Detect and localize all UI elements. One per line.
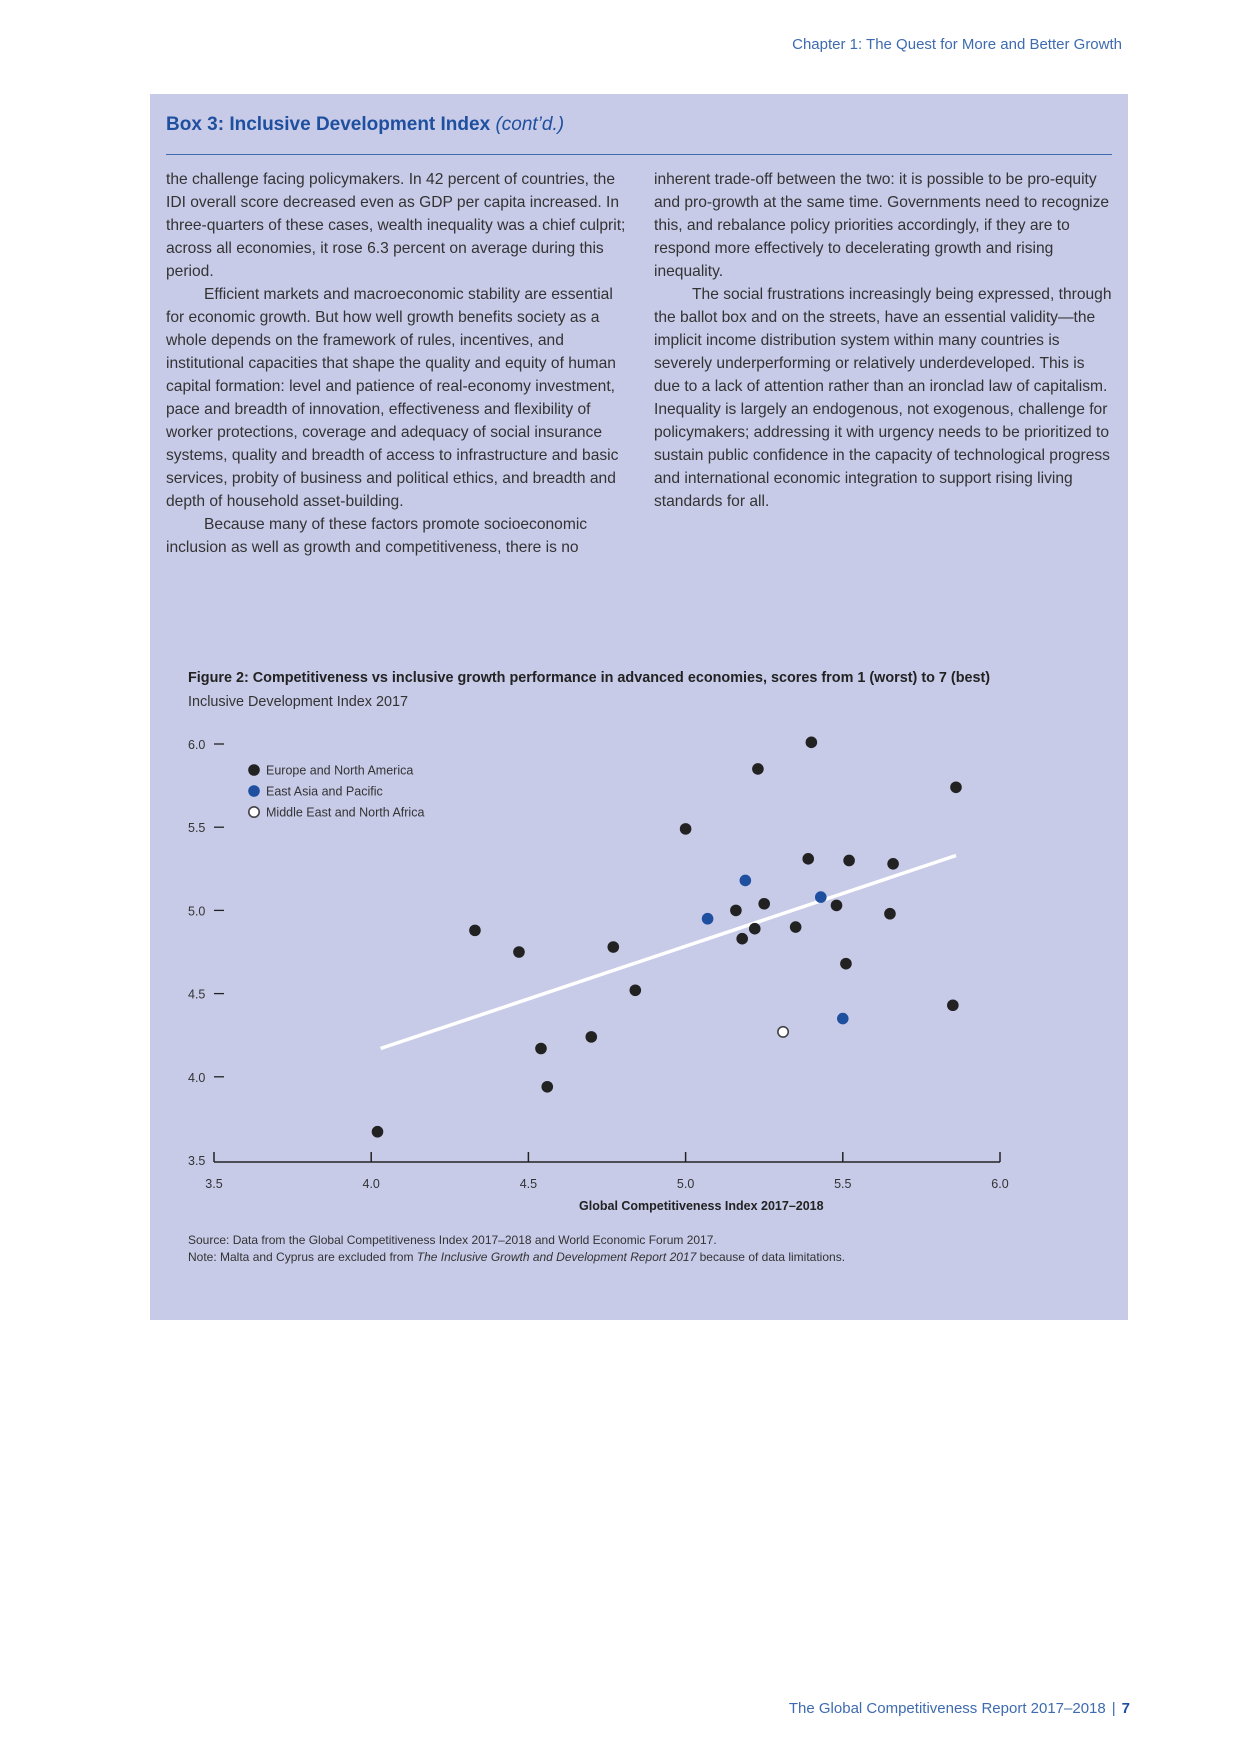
point-europe-23 <box>950 781 962 793</box>
note-prefix: Note: Malta and Cyprus are excluded from <box>188 1250 417 1264</box>
y-tick-label-1: 4.0 <box>188 1070 206 1085</box>
x-tick-label-1: 4.0 <box>362 1177 380 1191</box>
box-title-main: Box 3: Inclusive Development Index <box>166 114 491 135</box>
point-mena-0 <box>778 1027 788 1037</box>
point-europe-16 <box>806 737 818 749</box>
x-axis-title: Global Competitiveness Index 2017–2018 <box>579 1199 824 1213</box>
page-number: 7 <box>1121 1700 1130 1717</box>
point-asia-1 <box>740 875 752 887</box>
source-line: Source: Data from the Global Competitiveness Index 2017–2018 and World Economic Forum 2017. <box>188 1233 717 1247</box>
legend-marker-asia <box>248 785 260 797</box>
point-europe-13 <box>758 898 770 910</box>
y-tick-label-3: 5.0 <box>188 904 206 919</box>
y-tick-label-4: 5.5 <box>188 821 206 836</box>
point-europe-1 <box>469 925 481 937</box>
point-europe-21 <box>887 858 899 870</box>
point-europe-15 <box>802 853 814 865</box>
point-asia-3 <box>837 1013 849 1025</box>
y-tick-label-0: 3.5 <box>188 1154 206 1168</box>
point-europe-2 <box>513 946 525 958</box>
x-tick-label-5: 6.0 <box>991 1177 1009 1191</box>
right-paragraph-1: inherent trade-off between the two: it is possible to be pro-equity and pro-growth at the same time. Governments need to recognize this, and rebalance policy priorities accordingly, if they are to respond more effectively to decelerating growth and rising inequality. <box>654 171 1110 280</box>
box-title-contd: (cont’d.) <box>495 114 565 135</box>
chapter-header: Chapter 1: The Quest for More and Better Growth <box>792 36 1122 53</box>
point-europe-17 <box>831 900 843 912</box>
point-europe-6 <box>607 941 619 953</box>
footer-separator: | <box>1111 1700 1116 1717</box>
point-europe-20 <box>884 908 896 920</box>
footer-report: The Global Competitiveness Report 2017–2018 <box>788 1700 1106 1717</box>
legend-label-asia: East Asia and Pacific <box>266 784 383 799</box>
note-suffix: because of data limitations. <box>696 1250 846 1264</box>
x-tick-label-3: 5.0 <box>676 1177 695 1191</box>
point-europe-8 <box>680 823 692 835</box>
box-3 <box>150 94 1128 1320</box>
y-axis-title: Inclusive Development Index 2017 <box>188 694 408 710</box>
y-tick-label-5: 6.0 <box>188 738 206 752</box>
x-tick-label-2: 4.5 <box>519 1177 538 1191</box>
figure-title: Figure 2: Competitiveness vs inclusive growth performance in advanced economies, scores from 1 (worst) to 7 (best) <box>188 670 991 686</box>
legend-label-europe: Europe and North America <box>266 763 414 778</box>
legend-label-mena: Middle East and North Africa <box>266 805 425 820</box>
point-europe-19 <box>843 855 855 867</box>
trend-line <box>381 855 956 1048</box>
left-paragraph-1: the challenge facing policymakers. In 42 percent of countries, the IDI overall score decreased even as GDP per capita increased. In three-quarters of these cases, wealth inequality was a chief culprit; across all economies, it rose 6.3 percent on average during this period. <box>166 171 626 280</box>
left-paragraph-3: Because many of these factors promote socioeconomic inclusion as well as growth and competitiveness, there is no <box>166 516 588 556</box>
point-asia-2 <box>815 891 827 903</box>
legend-marker-europe <box>248 764 260 776</box>
page-footer <box>789 1700 1130 1717</box>
left-paragraph-2: Efficient markets and macroeconomic stability are essential for economic growth. But how well growth benefits society as a whole depends on the framework of rules, incentives, and institutional capacities that shape the quality and equity of human capital formation: level and patience of real-economy investment, pace and breadth of innovation, effectiveness and flexibility of worker protections, coverage and adequacy of social insurance systems, quality and breadth of access to infrastructure and basic services, probity of business and political ethics, and breadth and depth of household asset-building. <box>166 286 619 510</box>
right-paragraph-2: The social frustrations increasingly being expressed, through the ballot box and on the streets, have an essential validity—the implicit income distribution system within many countries is severely underperforming or relatively underdeveloped. This is due to a lack of attention rather than an ironclad law of capitalism. Inequality is largely an endogenous, not exogenous, challenge for policymakers; addressing it with urgency needs to be prioritized to sustain public confidence in the capacity of technological progress and international economic integration to support rising living standards for all. <box>654 286 1112 510</box>
legend-marker-mena <box>249 807 259 817</box>
point-europe-10 <box>736 933 748 945</box>
point-europe-14 <box>790 921 802 933</box>
x-tick-label-0: 3.5 <box>205 1177 223 1191</box>
point-europe-11 <box>749 923 761 935</box>
scatter-chart <box>150 94 1128 1320</box>
figure-source <box>188 1232 845 1266</box>
point-europe-0 <box>372 1126 384 1138</box>
note-line <box>188 1249 845 1266</box>
point-europe-12 <box>752 763 764 775</box>
note-italic: The Inclusive Growth and Development Report 2017 <box>416 1250 697 1264</box>
point-europe-5 <box>585 1031 597 1043</box>
point-europe-9 <box>730 905 742 917</box>
point-europe-4 <box>541 1081 553 1093</box>
point-europe-7 <box>629 984 641 996</box>
point-asia-0 <box>702 913 714 925</box>
point-europe-22 <box>947 999 959 1011</box>
point-europe-3 <box>535 1043 547 1055</box>
y-tick-label-2: 4.5 <box>188 987 206 1002</box>
x-tick-label-4: 5.5 <box>834 1177 852 1191</box>
point-europe-18 <box>840 958 852 970</box>
